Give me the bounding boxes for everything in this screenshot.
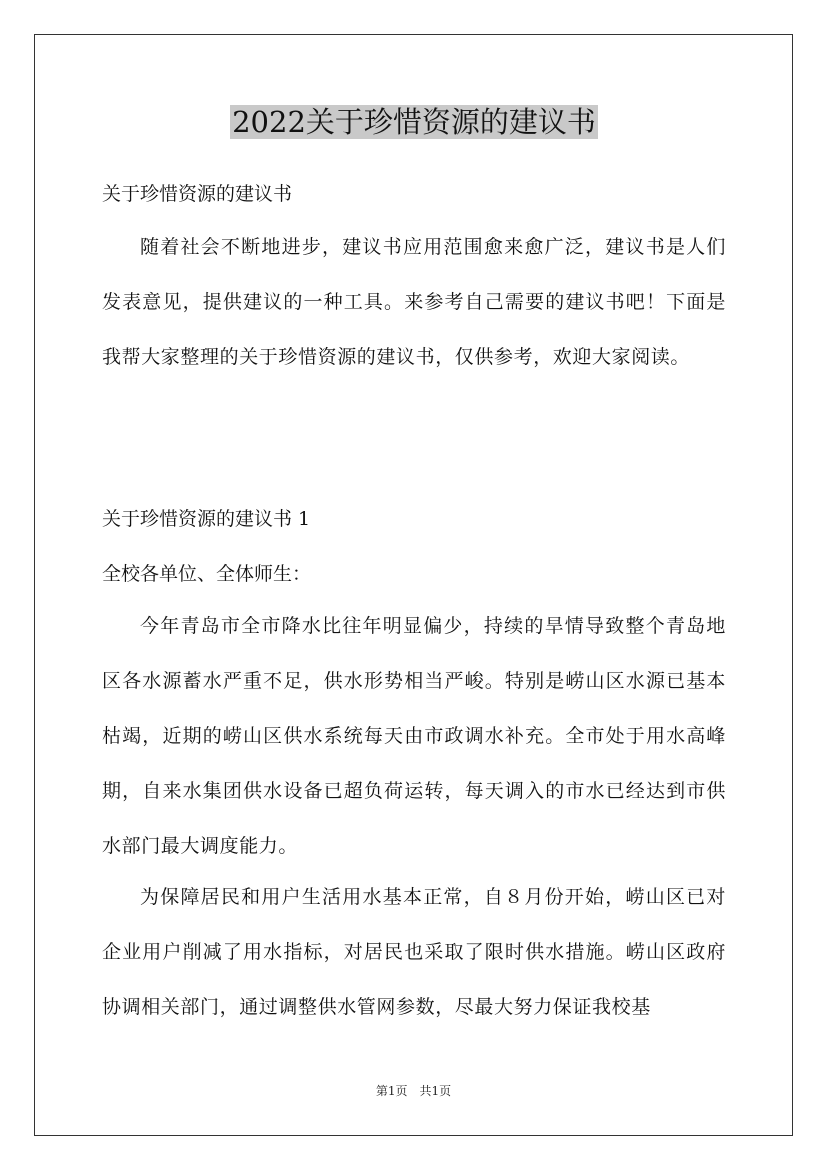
document-title-text: 2022关于珍惜资源的建议书 <box>232 105 596 139</box>
page-footer: 第1页 共1页 <box>375 1084 452 1098</box>
document-title <box>102 100 726 144</box>
intro-paragraph: 随着社会不断地进步，建议书应用范围愈来愈广泛，建议书是人们发表意见，提供建议的一种工具。来参考自己需要的建议书吧！下面是我帮大家整理的关于珍惜资源的建议书，仅供参考，欢迎大家阅读。 <box>102 236 726 368</box>
salutation: 全校各单位、全体师生： <box>102 563 312 585</box>
body-paragraph-2: 为保障居民和用户生活用水基本正常，自８月份开始，崂山区已对企业用户削减了用水指标，对居民也采取了限时供水措施。崂山区政府协调相关部门，通过调整供水管网参数，尽最大努力保证我校基 <box>102 886 726 1018</box>
section-heading: 关于珍惜资源的建议书 1 <box>102 508 311 530</box>
document-subtitle: 关于珍惜资源的建议书 <box>102 183 293 205</box>
body-paragraph-1: 今年青岛市全市降水比往年明显偏少，持续的旱情导致整个青岛地区各水源蓄水严重不足，供水形势相当严峻。特别是崂山区水源已基本枯竭，近期的崂山区供水系统每天由市政调水补充。全市处于用水高峰期，自来水集团供水设备已超负荷运转，每天调入的市水已经达到市供水部门最大调度能力。 <box>102 615 726 857</box>
